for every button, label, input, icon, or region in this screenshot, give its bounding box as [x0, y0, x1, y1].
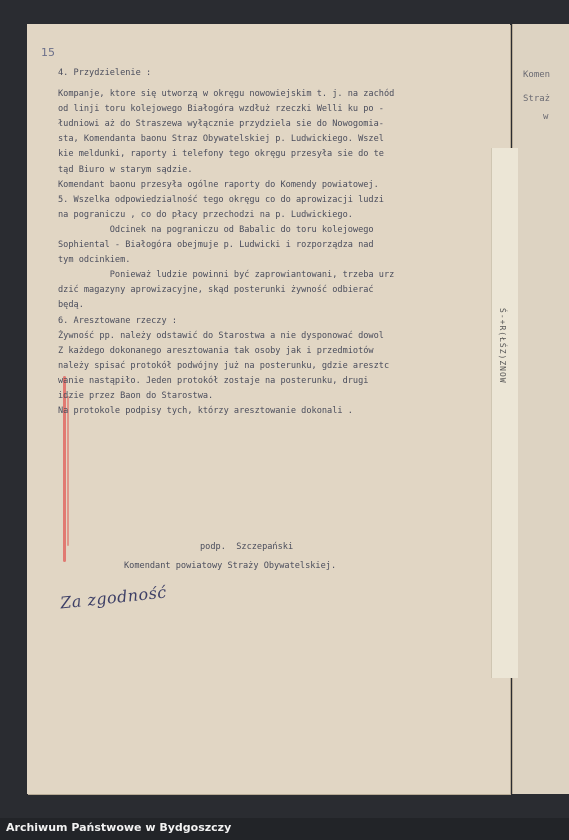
text-line: na pograniczu , co do płacy przechodzi na p. Ludwickiego.	[58, 209, 353, 220]
text-line: kie meldunki, raporty i telefony tego okręgu przesyła sie do te	[58, 149, 384, 160]
signature-name: podp. Szczepański	[200, 542, 294, 552]
text-line: od linji toru kolejowego Białogóra wzdłuż rzeczki Welli ku po -	[58, 104, 384, 115]
archive-label: Archiwum Państwowe w Bydgoszczy	[6, 821, 232, 834]
handwritten-note: Za zgodność	[59, 582, 168, 613]
text-line: sta, Komendanta baonu Straz Obywatelskiej p. Ludwickiego. Wszel	[58, 134, 384, 145]
archive-footer	[0, 818, 569, 840]
back-page-line: w	[543, 112, 549, 122]
text-line: idzie przez Baon do Starostwa.	[58, 390, 214, 401]
text-line: należy spisać protokół podwójny już na posterunku, gdzie aresztc	[58, 360, 390, 371]
text-line: tąd Biuro w starym sądzie.	[58, 164, 193, 175]
signature-title: Komendant powiatowy Straży Obywatelskiej.	[124, 561, 337, 571]
back-page-line: Komen	[523, 70, 551, 80]
text-line: Komendant baonu przesyła ogólne raporty do Komendy powiatowej.	[58, 179, 379, 190]
typewritten-text	[58, 66, 490, 419]
text-line: dzić magazyny aprowizacyjne, skąd posterunki żywność odbierać	[58, 285, 374, 296]
text-line: Kompanje, ktore się utworzą w okręgu nowowiejskim t. j. na zachód	[58, 89, 395, 100]
text-line: 4. Przydzielenie :	[58, 68, 152, 78]
text-line: będą.	[58, 300, 84, 311]
text-line: 5. Wszelka odpowiedzialność tego okręgu co do aprowizacji ludzi	[58, 194, 384, 205]
text-line: 6. Aresztowane rzeczy :	[58, 315, 177, 326]
text-line: łudniowi aż do Straszewa wyłącznie przydziela sie do Nowogomia-	[58, 119, 384, 130]
text-line: Na protokole podpisy tych, którzy aresztowanie dokonali .	[58, 406, 353, 417]
back-page-edge	[512, 24, 569, 794]
text-line: Odcinek na pograniczu od Babalic do toru kolejowego	[58, 224, 374, 235]
page-number: 15	[41, 46, 55, 59]
text-line: tym odcinkiem.	[58, 255, 131, 266]
back-page-strip	[491, 148, 518, 678]
text-line: Z każdego dokonanego aresztowania tak osoby jak i przedmiotów	[58, 345, 374, 356]
text-line: Sophiental - Białogóra obejmuje p. Ludwicki i rozporządza nad	[58, 240, 374, 251]
text-line: Ponieważ ludzie powinni być zaprowiantowani, trzeba urz	[58, 270, 395, 281]
strip-vertical-text: Ś-+R(ŁŚZ)ZNOW	[498, 308, 507, 384]
text-line: wanie nastąpiło. Jeden protokół zostaje na posterunku, drugi	[58, 375, 369, 386]
text-line: Żywność pp. należy odstawić do Starostwa a nie dysponować dowol	[58, 330, 384, 341]
back-page-line: Straż	[523, 94, 551, 104]
